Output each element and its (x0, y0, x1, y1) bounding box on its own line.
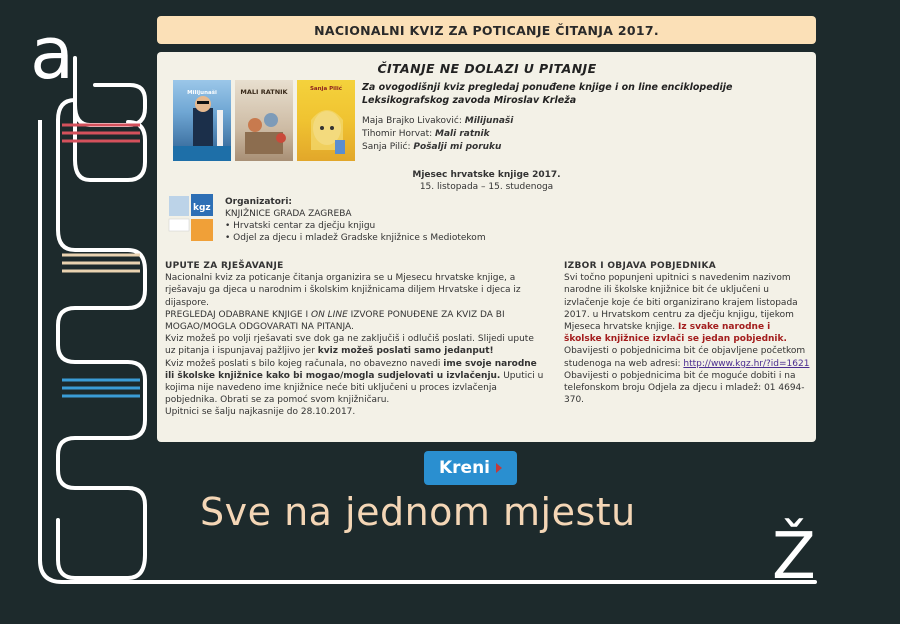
instructions-paragraph: Kviz možeš poslati s bilo kojeg računala, no obavezno navedi ime svoje narodne ili školske knjižnice kako bi mogao/mogla sudjelovati u izvlačenju. Uputici u kojima nije navedeno ime knjižnice neće biti uključeni u proces izvlačenja pobjednika. Obrati se za pomoć svom knjižničaru. (165, 358, 544, 406)
instructions-title: UPUTE ZA RJEŠAVANJE (165, 261, 284, 271)
organizers (225, 196, 486, 244)
letter-a-glyph: a (30, 11, 75, 95)
cover-title: MALI RATNIK (240, 88, 288, 96)
info-panel (157, 52, 816, 442)
start-button-label: Kreni (438, 458, 491, 478)
banner-title: NACIONALNI KVIZ ZA POTICANJE ČITANJA 2017. (314, 22, 659, 38)
kgz-logo-text: kgz (193, 203, 211, 213)
cover-illustration (297, 80, 355, 161)
book-cover-posalji-mi-poruku[interactable] (297, 80, 355, 161)
winners-paragraph: Svi točno popunjeni upitnici s navedenim nazivom narodne ili školske knjižnice bit će uključeni u izvlačenje koje će biti organizirano krajem listopada 2017. u Hrvatskom centru za dječju knjigu, tijekom Mjeseca hrvatske knjige. Iz svake narodne i školske knjižnice izvlači se jedan pobjednik. (564, 273, 798, 345)
kgz-logo (167, 194, 213, 244)
deadline-text: Upitnici se šalju najkasnije do 28.10.2017. (165, 407, 356, 418)
letter-z-glyph: Ž (772, 520, 816, 594)
cover-illustration (235, 80, 293, 161)
quiz-title-banner (157, 16, 816, 44)
winners-paragraph: Obavijesti o pobjednicima bit će objavljene početkom studenoga na web adresi: http://www.kgz.hr/?id=1621 Obavijesti o pobjednicima bit će moguće dobiti i na telefonskom broju Odjela za djecu i mladež: 01 4694-370. (564, 346, 810, 406)
winners-title: IZBOR I OBJAVA POBJEDNIKA (564, 261, 716, 271)
beige-stripes (62, 255, 140, 271)
blue-stripes (62, 380, 140, 396)
start-button[interactable] (424, 451, 517, 485)
book-list (362, 115, 513, 154)
book-list-item: Tihomir Horvat: Mali ratnik (362, 129, 490, 139)
book-covers (173, 80, 355, 161)
slogan: Sve na jednom mjestu (200, 490, 636, 534)
organizer-line: KNJIŽNICE GRADA ZAGREBA (225, 209, 352, 219)
cover-illustration (173, 80, 231, 161)
cover-author: Sanja Pilić (309, 86, 343, 92)
book-cover-mali-ratnik[interactable] (235, 80, 293, 161)
organizers-title: Organizatori: (225, 197, 293, 207)
intro-subtitle: Za ovogodišnji kviz pregledaj ponuđene knjige i on line enciklopedije Leksikografskog zavoda Miroslav Krleža (362, 82, 733, 106)
instructions-paragraph: Kviz možeš po volji rješavati sve dok ga ne zaključiš i odlučiš poslati. Slijedi upute uz pitanja i ispunjavaj pažljivo jer kviz možeš poslati samo jedanput! (165, 334, 534, 357)
winners-section (564, 260, 810, 406)
book-month-info (157, 169, 816, 193)
instructions-section (165, 260, 545, 419)
arrow-right-icon (496, 463, 502, 473)
book-month-dates: 15. listopada – 15. studenoga (419, 182, 554, 192)
organizer-line: • Hrvatski centar za dječju knjigu (225, 221, 376, 231)
book-list-item: Sanja Pilić: Pošalji mi poruku (362, 142, 502, 152)
book-list-item: Maja Brajko Livaković: Milijunaši (362, 116, 514, 126)
winners-link[interactable]: http://www.kgz.hr/?id=1621 (683, 358, 810, 369)
instructions-paragraph: PREGLEDAJ ODABRANE KNJIGE I ON LINE IZVORE PONUĐENE ZA KVIZ DA BI MOGAO/MOGLA ODGOVARATI NA PITANJA. (165, 309, 505, 333)
cover-title: Milijunaši (187, 90, 217, 96)
book-cover-milijunasi[interactable] (173, 80, 231, 161)
book-month-title: Mjesec hrvatske knjige 2017. (412, 170, 561, 180)
instructions-paragraph: Nacionalni kviz za poticanje čitanja organizira se u Mjesecu hrvatske knjige, a rješavaju ga djeca u narodnim i školskim knjižnicama diljem Hrvatske i djeca iz dijaspore. (165, 273, 521, 308)
intro-heading: ČITANJE NE DOLAZI U PITANJE (377, 61, 597, 76)
organizer-line: • Odjel za djecu i mladež Gradske knjižnice s Mediotekom (225, 233, 486, 243)
